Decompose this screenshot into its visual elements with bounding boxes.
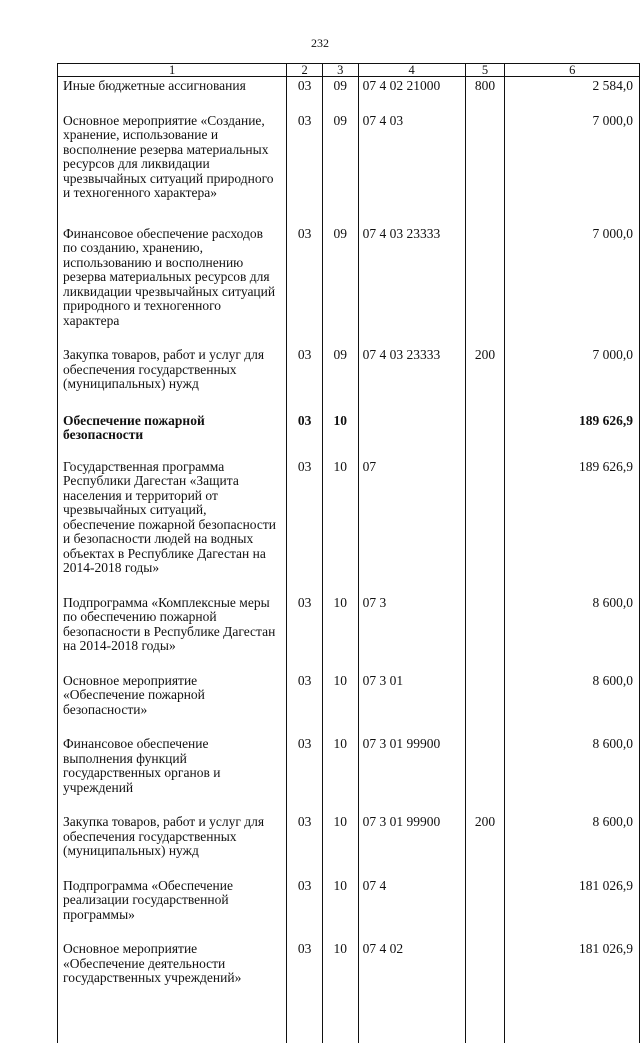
row-name: Подпрограмма «Комплексные меры по обеспечению пожарной безопасности в Республике Дагестан на 2014-2018 годы» xyxy=(58,594,287,672)
table-row xyxy=(58,77,640,112)
column-header: 3 xyxy=(322,64,358,77)
target-article-code: 07 4 03 23333 xyxy=(358,346,465,412)
subsection-code: 10 xyxy=(322,877,358,941)
column-header: 5 xyxy=(465,64,505,77)
section-code: 03 xyxy=(287,458,323,594)
section-code: 03 xyxy=(287,813,323,877)
amount: 181 026,9 xyxy=(505,877,640,941)
amount: 8 600,0 xyxy=(505,813,640,877)
empty-cell xyxy=(358,986,465,1043)
row-name: Основное мероприятие «Обеспечение деятельности государственных учреждений» xyxy=(58,940,287,986)
column-header: 2 xyxy=(287,64,323,77)
target-article-code: 07 xyxy=(358,458,465,594)
table-row xyxy=(58,940,640,986)
subsection-code: 10 xyxy=(322,594,358,672)
row-name: Государственная программа Республики Дагестан «Защита населения и территорий от чрезвычайных ситуаций, обеспечение пожарной безопасности и безопасности людей на водных объектах в Республике Дагестан на 2014-2018 годы» xyxy=(58,458,287,594)
subsection-code: 09 xyxy=(322,112,358,225)
row-name: Финансовое обеспечение расходов по созданию, хранению, использованию и восполнению резерва материальных ресурсов для ликвидации чрезвычайных ситуаций природного и техногенного характера xyxy=(58,225,287,347)
expense-type-code xyxy=(465,940,505,986)
amount: 8 600,0 xyxy=(505,594,640,672)
expense-type-code xyxy=(465,735,505,813)
target-article-code: 07 4 02 xyxy=(358,940,465,986)
column-number-row xyxy=(58,64,640,77)
row-name: Подпрограмма «Обеспечение реализации государственной программы» xyxy=(58,877,287,941)
target-article-code xyxy=(358,412,465,458)
expense-type-code xyxy=(465,225,505,347)
amount: 8 600,0 xyxy=(505,672,640,736)
empty-cell xyxy=(322,986,358,1043)
section-code: 03 xyxy=(287,877,323,941)
table-row xyxy=(58,346,640,412)
subsection-code: 09 xyxy=(322,77,358,112)
section-code: 03 xyxy=(287,112,323,225)
row-name: Закупка товаров, работ и услуг для обеспечения государственных (муниципальных) нужд xyxy=(58,813,287,877)
amount: 181 026,9 xyxy=(505,940,640,986)
row-name: Финансовое обеспечение выполнения функций государственных органов и учреждений xyxy=(58,735,287,813)
column-header: 1 xyxy=(58,64,287,77)
target-article-code: 07 4 03 23333 xyxy=(358,225,465,347)
target-article-code: 07 3 01 99900 xyxy=(358,813,465,877)
expense-type-code xyxy=(465,594,505,672)
page-number: 232 xyxy=(311,36,329,50)
amount: 2 584,0 xyxy=(505,77,640,112)
row-name: Основное мероприятие «Создание, хранение, использование и восполнение резерва материальных ресурсов для ликвидации чрезвычайных ситуаций природного и техногенного характера» xyxy=(58,112,287,225)
row-name: Закупка товаров, работ и услуг для обеспечения государственных (муниципальных) нужд xyxy=(58,346,287,412)
table-row xyxy=(58,225,640,347)
column-header: 6 xyxy=(505,64,640,77)
expense-type-code: 200 xyxy=(465,346,505,412)
amount: 7 000,0 xyxy=(505,225,640,347)
section-code: 03 xyxy=(287,412,323,458)
expense-type-code xyxy=(465,112,505,225)
section-code: 03 xyxy=(287,225,323,347)
table-continuation xyxy=(58,986,640,1043)
table-row xyxy=(58,412,640,458)
amount: 189 626,9 xyxy=(505,458,640,594)
subsection-code: 10 xyxy=(322,813,358,877)
empty-cell xyxy=(58,986,287,1043)
table-row xyxy=(58,877,640,941)
amount: 8 600,0 xyxy=(505,735,640,813)
expense-type-code: 800 xyxy=(465,77,505,112)
amount: 189 626,9 xyxy=(505,412,640,458)
empty-cell xyxy=(287,986,323,1043)
table-row xyxy=(58,672,640,736)
row-name: Основное мероприятие «Обеспечение пожарной безопасности» xyxy=(58,672,287,736)
subsection-code: 10 xyxy=(322,458,358,594)
subsection-code: 09 xyxy=(322,225,358,347)
expense-type-code xyxy=(465,458,505,594)
table-row xyxy=(58,735,640,813)
column-header: 4 xyxy=(358,64,465,77)
table-row xyxy=(58,813,640,877)
empty-cell xyxy=(465,986,505,1043)
target-article-code: 07 4 02 21000 xyxy=(358,77,465,112)
expense-type-code xyxy=(465,672,505,736)
amount: 7 000,0 xyxy=(505,112,640,225)
section-code: 03 xyxy=(287,594,323,672)
section-code: 03 xyxy=(287,77,323,112)
section-code: 03 xyxy=(287,940,323,986)
expense-type-code xyxy=(465,412,505,458)
table-row xyxy=(58,594,640,672)
expense-type-code: 200 xyxy=(465,813,505,877)
target-article-code: 07 4 03 xyxy=(358,112,465,225)
table-row xyxy=(58,112,640,225)
row-name: Иные бюджетные ассигнования xyxy=(58,77,287,112)
section-code: 03 xyxy=(287,672,323,736)
subsection-code: 09 xyxy=(322,346,358,412)
target-article-code: 07 3 01 99900 xyxy=(358,735,465,813)
section-code: 03 xyxy=(287,346,323,412)
subsection-code: 10 xyxy=(322,735,358,813)
subsection-code: 10 xyxy=(322,412,358,458)
target-article-code: 07 3 xyxy=(358,594,465,672)
section-code: 03 xyxy=(287,735,323,813)
subsection-code: 10 xyxy=(322,940,358,986)
amount: 7 000,0 xyxy=(505,346,640,412)
table-row xyxy=(58,458,640,594)
subsection-code: 10 xyxy=(322,672,358,736)
target-article-code: 07 3 01 xyxy=(358,672,465,736)
expense-type-code xyxy=(465,877,505,941)
row-name: Обеспечение пожарной безопасности xyxy=(58,412,287,458)
empty-cell xyxy=(505,986,640,1043)
target-article-code: 07 4 xyxy=(358,877,465,941)
budget-table xyxy=(57,63,640,1043)
